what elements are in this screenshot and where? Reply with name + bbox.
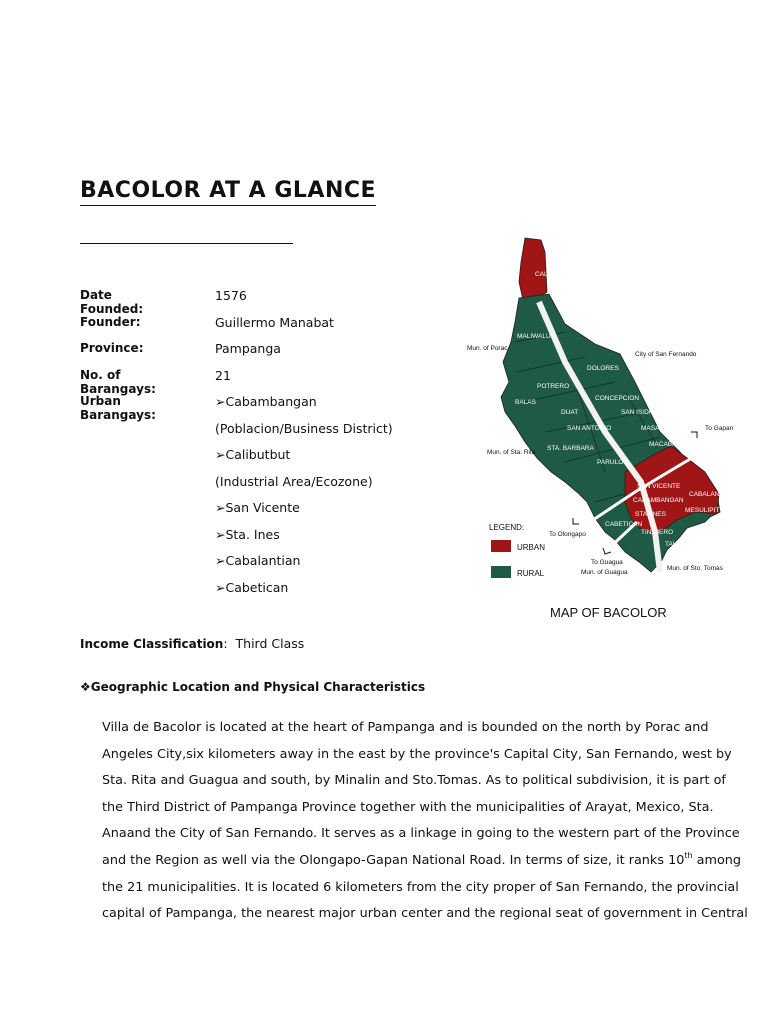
label-san-fernando: City of San Fernando	[635, 351, 697, 358]
label-sta-rita: Mun. of Sta. Rita	[487, 449, 536, 456]
legend-title: LEGEND:	[489, 523, 525, 532]
label-porac: Mun. of Porac	[467, 345, 508, 352]
label-guagua: Mun. of Guagua	[581, 569, 628, 576]
bacolor-map	[455, 232, 755, 632]
label-calibutbut: CALIBUTBUT	[535, 271, 576, 278]
legend-urban-swatch	[491, 540, 511, 552]
fact-value: Guillermo Manabat	[215, 314, 334, 330]
label-san-isidro: SAN ISIDRO	[621, 409, 659, 416]
paragraph-line: Sta. Rita and Guagua and south, by Minalin and Sto.Tomas. As to political subdivision, it is part of	[102, 773, 726, 789]
paragraph-line: the 21 municipalities. It is located 6 kilometers from the city proper of San Fernando, the provincial	[102, 879, 739, 895]
fact-label: Founder:	[80, 314, 141, 329]
label-potrero: POTRERO	[537, 383, 570, 390]
fact-label: Date Founded:	[80, 288, 144, 316]
urban-list-text: (Poblacion/Business District)	[215, 420, 393, 436]
fact-label: No. of Barangays:	[80, 367, 156, 396]
label-sto-tomas: Mun. of Sto. Tomas	[667, 565, 723, 572]
label-cabalantian: CABALANTIAN	[689, 491, 735, 498]
income-label: Income Classification	[80, 637, 224, 651]
paragraph-line: the Third District of Pampanga Province together with the municipalities of Arayat, Mexico, Sta.	[102, 799, 714, 815]
label-masamsan: MASAMSAN	[641, 425, 679, 432]
urban-list-text: ➢Calibutbut	[215, 447, 291, 462]
label-parulog: PARULOG	[597, 459, 629, 466]
label-macabacle: MACABACLE	[649, 441, 690, 448]
arrow-to-gapan	[691, 432, 697, 438]
fact-label: Province:	[80, 341, 144, 355]
page-title: BACOLOR AT A GLANCE	[80, 178, 376, 206]
fact-value: 21	[215, 367, 231, 383]
label-cabetican: CABETICAN	[605, 521, 643, 528]
legend-rural-label: RURAL	[517, 569, 545, 578]
fact-label: Urban Barangays:	[80, 394, 156, 422]
paragraph-text: and the Region as well via the Olongapo-Gapan National Road. In terms of size, it ranks 10	[102, 852, 685, 868]
paragraph-line: Angeles City,six kilometers away in the east by the province's Capital City, San Fernando, west by	[102, 746, 732, 762]
urban-list-text: ➢Cabalantian	[215, 553, 301, 568]
label-dolores: DOLORES	[587, 365, 619, 372]
divider	[80, 243, 293, 244]
label-duat: DUAT	[561, 409, 579, 416]
map-caption: MAP OF BACOLOR	[550, 605, 667, 620]
income-value: Third Class	[235, 636, 305, 651]
region-calibutbut	[519, 238, 547, 300]
label-maliwalu: MALIWALU	[517, 333, 551, 340]
label-cabambangan: CABAMBANGAN	[633, 497, 684, 504]
urban-list-text: ➢Cabetican	[215, 579, 289, 595]
income-classification	[80, 636, 304, 651]
legend-rural-swatch	[491, 566, 511, 578]
fact-value: Pampanga	[215, 341, 281, 356]
label-to-guagua: To Guagua	[591, 559, 623, 566]
label-to-gapan: To Gapan	[705, 425, 734, 432]
body-paragraph	[102, 720, 748, 933]
arrow-to-olongapo	[573, 518, 579, 524]
label-sta-ines: STA. INES	[635, 511, 666, 518]
legend-urban-label: URBAN	[517, 543, 546, 552]
paragraph-text: among	[692, 852, 742, 868]
paragraph-line: capital of Pampanga, the nearest major urban center and the regional seat of government in Central	[102, 906, 748, 922]
paragraph-line-sup	[102, 850, 742, 880]
paragraph-line: Villa de Bacolor is located at the heart of Pampanga and is bounded on the north by Porac and	[102, 720, 709, 735]
fact-value: 1576	[215, 288, 247, 303]
label-mesulipit: MESULIPIT	[685, 507, 720, 514]
label-san-antonio: SAN ANTONIO	[567, 425, 612, 432]
urban-list-text: ➢Sta. Ines	[215, 526, 280, 542]
label-to-olongapo: To Olongapo	[549, 531, 586, 538]
label-tinajero: TINAJERO	[641, 529, 674, 536]
urban-list-text: (Industrial Area/Ecozone)	[215, 473, 373, 489]
label-concepcion: CONCEPCION	[595, 395, 640, 402]
label-sta-barbara: STA. BARBARA	[547, 445, 594, 452]
urban-list-text: ➢San Vicente	[215, 500, 300, 515]
paragraph-line: Anaand the City of San Fernando. It serves as a linkage in going to the western part of the Province	[102, 826, 740, 842]
superscript: th	[684, 850, 693, 860]
label-talba: TALBA	[665, 541, 686, 548]
section-heading: ❖Geographic Location and Physical Characteristics	[80, 680, 426, 694]
label-balas: BALAS	[515, 399, 536, 406]
label-san-vicente: SAN VICENTE	[637, 483, 681, 490]
fact-value: ➢Cabambangan	[215, 394, 317, 409]
income-separator: :	[223, 636, 228, 651]
